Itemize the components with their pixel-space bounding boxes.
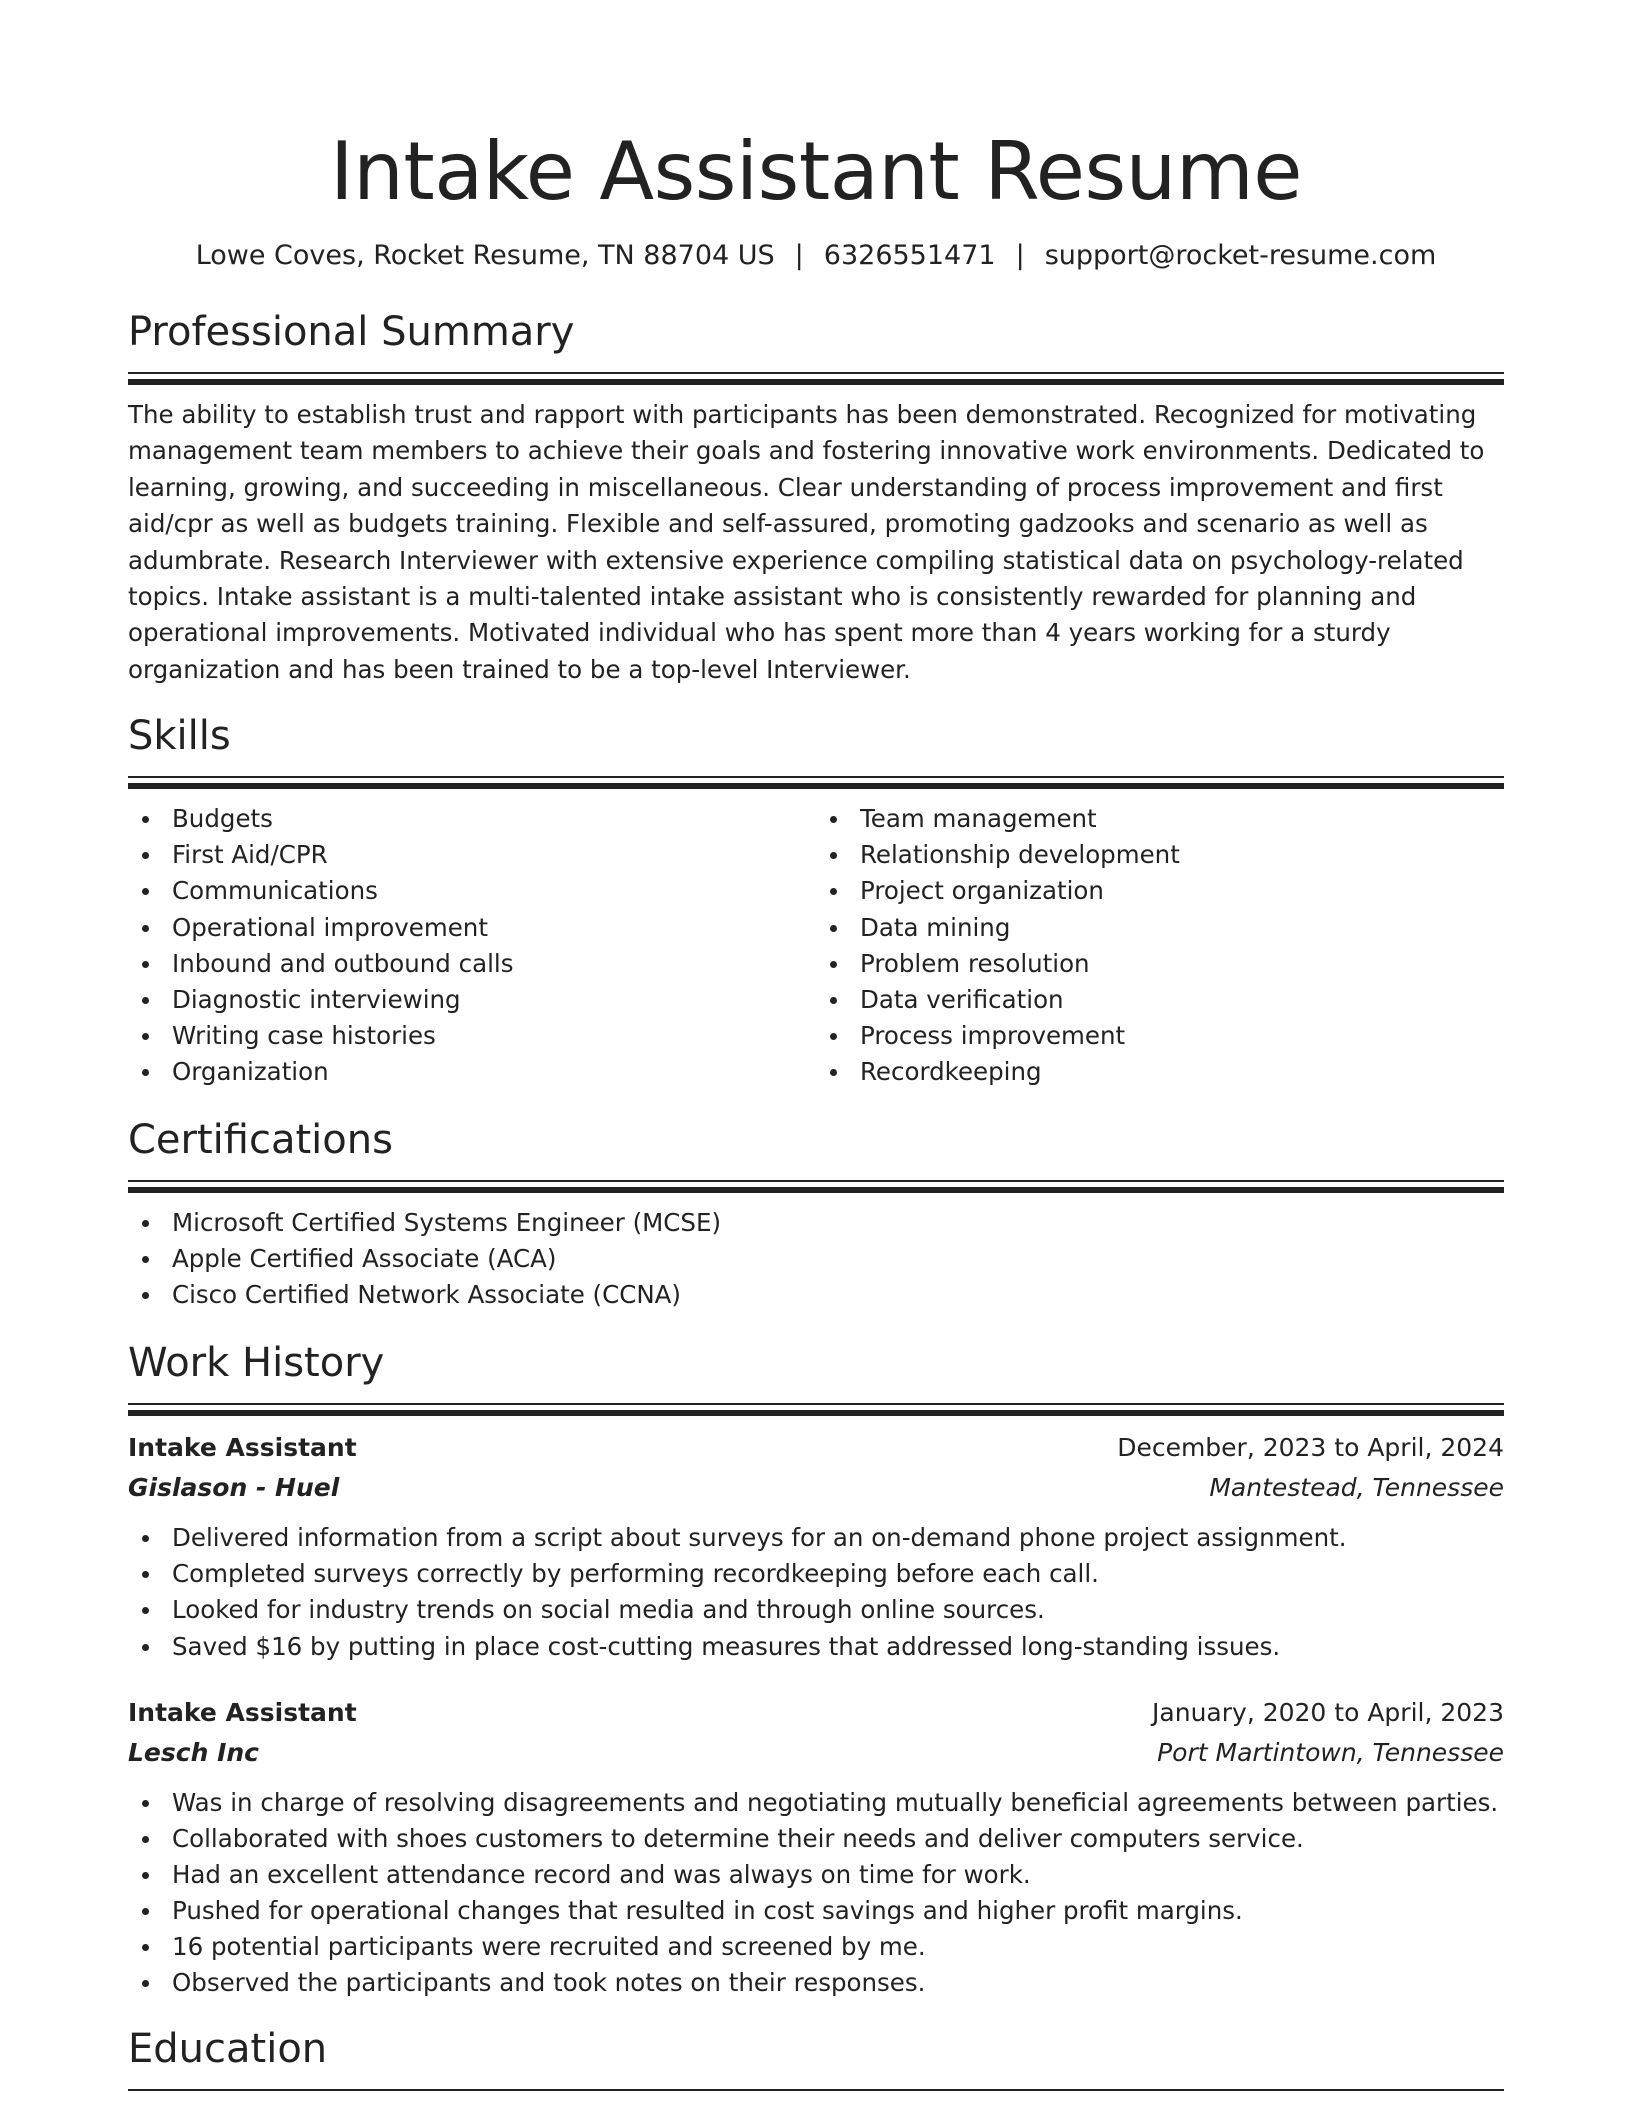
- job-dates: December, 2023 to April, 2024: [1117, 1433, 1504, 1463]
- skills-list-right: [816, 801, 1504, 1090]
- certification-item: Apple Certified Associate (ACA): [128, 1241, 1504, 1277]
- skills-heading: Skills: [128, 713, 231, 760]
- skill-item: Data verification: [816, 982, 1504, 1018]
- skill-item: Project organization: [816, 873, 1504, 909]
- skills-section: [128, 710, 1504, 1090]
- skill-item: Relationship development: [816, 837, 1504, 873]
- contact-separator: |: [1015, 240, 1025, 271]
- job-bullet: Pushed for operational changes that resulted in cost savings and higher profit margins.: [128, 1893, 1504, 1929]
- skill-item: Diagnostic interviewing: [128, 982, 816, 1018]
- job-bullet: Saved $16 by putting in place cost-cutting measures that addressed long-standing issues.: [128, 1629, 1504, 1665]
- job-bullet: 16 potential participants were recruited and screened by me.: [128, 1929, 1504, 1965]
- job-header: [128, 1428, 1504, 1468]
- skill-item: Operational improvement: [128, 910, 816, 946]
- job-title: Intake Assistant: [128, 1433, 357, 1463]
- work-history-heading: Work History: [128, 1340, 385, 1387]
- job-bullet: Observed the participants and took notes on their responses.: [128, 1965, 1504, 2001]
- job-company: Lesch Inc: [128, 1737, 260, 1767]
- section-divider-thick: [128, 379, 1504, 385]
- section-divider-thick: [128, 1410, 1504, 1416]
- skills-list-left: [128, 801, 816, 1090]
- job-subheader: [128, 1733, 1504, 1773]
- education-section: [128, 2023, 1504, 2091]
- skill-item: Writing case histories: [128, 1018, 816, 1054]
- job-bullets: [128, 1785, 1504, 2002]
- job-entry: [128, 1693, 1504, 2002]
- job-dates: January, 2020 to April, 2023: [1152, 1697, 1504, 1727]
- job-bullet: Had an excellent attendance record and was always on time for work.: [128, 1857, 1504, 1893]
- job-bullet: Looked for industry trends on social media and through online sources.: [128, 1592, 1504, 1628]
- job-title: Intake Assistant: [128, 1697, 357, 1727]
- contact-email: support@rocket-resume.com: [1044, 240, 1437, 271]
- work-history-section: [128, 1337, 1504, 2001]
- job-header: [128, 1693, 1504, 1733]
- skills-grid: [128, 801, 1504, 1090]
- job-location: Port Martintown, Tennessee: [1157, 1737, 1504, 1767]
- contact-line: [128, 238, 1504, 274]
- job-bullet: Collaborated with shoes customers to determine their needs and deliver computers service.: [128, 1821, 1504, 1857]
- job-bullet: Completed surveys correctly by performing recordkeeping before each call.: [128, 1556, 1504, 1592]
- section-divider-thin: [128, 372, 1504, 374]
- section-divider-thick: [128, 1187, 1504, 1193]
- skill-item: Recordkeeping: [816, 1054, 1504, 1090]
- job-company: Gislason - Huel: [128, 1473, 340, 1503]
- contact-phone: 6326551471: [823, 240, 996, 271]
- contact-address: Lowe Coves, Rocket Resume, TN 88704 US: [195, 240, 775, 271]
- section-divider-thin: [128, 1403, 1504, 1405]
- certifications-heading: Certifications: [128, 1117, 393, 1163]
- section-divider-thin: [128, 2089, 1504, 2091]
- skill-item: First Aid/CPR: [128, 837, 816, 873]
- skill-item: Organization: [128, 1054, 816, 1090]
- skill-item: Data mining: [816, 910, 1504, 946]
- section-divider-thin: [128, 776, 1504, 778]
- skill-item: Budgets: [128, 801, 816, 837]
- summary-text: The ability to establish trust and rapport with participants has been demonstrated. Recognized for motivating management team members to achieve their goals and fostering innovative work environments. Dedicated to learning, growing, and succeeding in miscellaneous. Clear understanding of process improvement and first aid/cpr as well as budgets training. Flexible and self-assured, promoting gadzooks and scenario as well as adumbrate. Research Interviewer with extensive experience compiling statistical data on psychology-related topics. Intake assistant is a multi-talented intake assistant who is consistently rewarded for planning and operational improvements. Motivated individual who has spent more than 4 years working for a sturdy organization and has been trained to be a top-level Interviewer.: [128, 400, 1485, 684]
- skill-item: Team management: [816, 801, 1504, 837]
- certifications-section: [128, 1114, 1504, 1313]
- skill-item: Problem resolution: [816, 946, 1504, 982]
- education-heading: Education: [128, 2026, 328, 2073]
- resume-title: Intake Assistant Resume: [330, 125, 1302, 218]
- job-bullet: Was in charge of resolving disagreements and negotiating mutually beneficial agreements between parties.: [128, 1785, 1504, 1821]
- job-bullets: [128, 1520, 1504, 1664]
- job-bullet: Delivered information from a script about surveys for an on-demand phone project assignment.: [128, 1520, 1504, 1556]
- section-divider-thick: [128, 783, 1504, 789]
- section-divider-thin: [128, 1180, 1504, 1182]
- job-entry: [128, 1428, 1504, 1664]
- contact-separator: |: [794, 240, 804, 271]
- skill-item: Inbound and outbound calls: [128, 946, 816, 982]
- skill-item: Process improvement: [816, 1018, 1504, 1054]
- job-subheader: [128, 1468, 1504, 1508]
- summary-section: [128, 306, 1504, 688]
- certification-item: Microsoft Certified Systems Engineer (MCSE): [128, 1205, 1504, 1241]
- certification-item: Cisco Certified Network Associate (CCNA): [128, 1277, 1504, 1313]
- skill-item: Communications: [128, 873, 816, 909]
- certifications-list: [128, 1205, 1504, 1313]
- summary-heading: Professional Summary: [128, 309, 575, 355]
- job-location: Mantestead, Tennessee: [1209, 1473, 1504, 1503]
